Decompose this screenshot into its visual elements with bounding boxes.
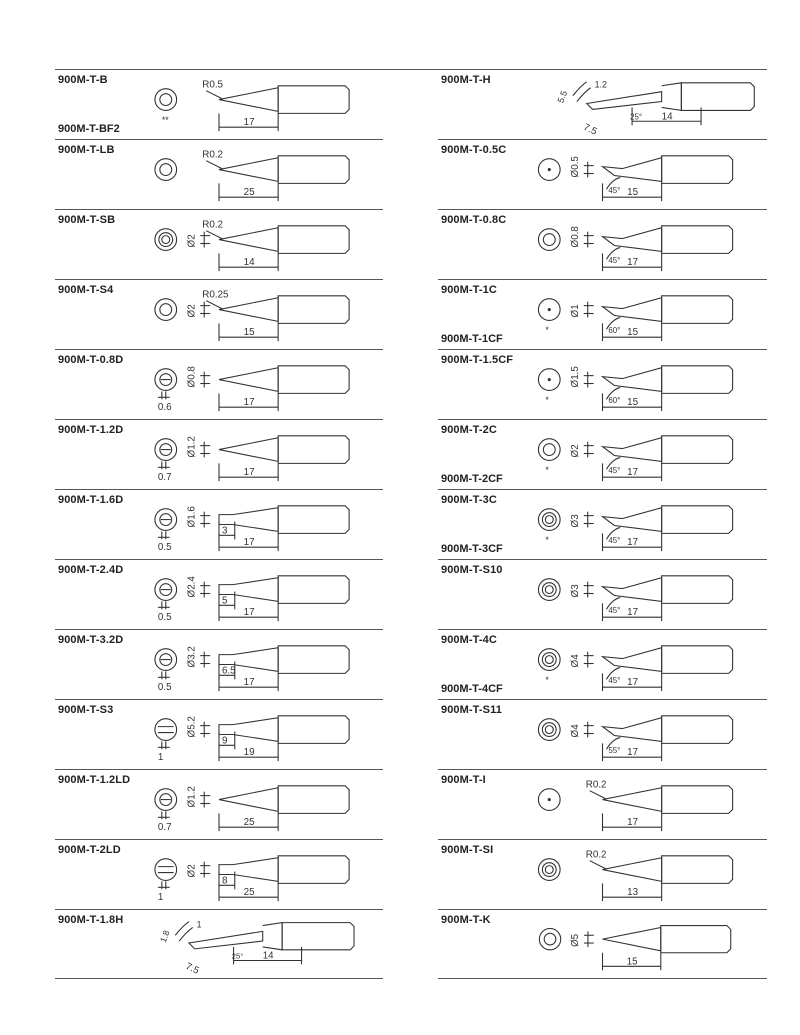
tip-neck <box>263 923 282 950</box>
diameter-value: Ø3 <box>569 584 581 598</box>
tip-drawing <box>438 140 767 209</box>
end-view <box>155 299 177 321</box>
tip-model-code: 900M-T-S10 <box>441 564 503 576</box>
length-value: 14 <box>262 950 274 962</box>
diameter-value: Ø5 <box>570 933 582 947</box>
tip-entry <box>55 419 383 489</box>
tip-drawing <box>55 490 383 559</box>
length-value: 14 <box>243 257 255 269</box>
end-view-mark: * <box>545 675 549 686</box>
tip-entry <box>55 139 383 209</box>
length-value: 17 <box>627 607 639 619</box>
diameter-value: Ø1.6 <box>186 506 198 528</box>
end-view-inner <box>542 513 556 527</box>
tip-drawing <box>438 770 767 839</box>
diameter-value: Ø2 <box>186 304 198 318</box>
tip-cone <box>603 927 661 950</box>
tip-bevel <box>603 648 662 672</box>
length-value: 17 <box>627 677 639 689</box>
end-view <box>155 859 177 881</box>
tip-entry <box>55 909 383 979</box>
radius-value: R0.25 <box>202 289 229 301</box>
radius-value: R0.2 <box>585 779 607 791</box>
tip-model-code: 900M-T-1.5CF <box>441 354 514 366</box>
tip-cone <box>219 438 278 462</box>
radius-value: R0.2 <box>202 149 224 161</box>
end-view-mark: * <box>545 325 549 336</box>
tip-entry <box>55 349 383 419</box>
tip-model-code: 900M-T-0.5C <box>441 144 507 156</box>
length-value: 15 <box>626 956 638 968</box>
length-value: 3 <box>221 525 228 537</box>
length-value: 17 <box>243 117 255 129</box>
tip-drawing <box>438 840 767 909</box>
tip-body <box>662 296 733 324</box>
tip-body <box>662 646 733 674</box>
tip-model-code: 900M-T-S3 <box>58 704 114 716</box>
length-value: 17 <box>243 467 255 479</box>
end-view-mark: * <box>545 465 549 476</box>
tip-drawing <box>55 210 383 279</box>
tip-bevel <box>603 368 662 392</box>
diameter-value: Ø1 <box>569 304 581 318</box>
end-view-mark: * <box>545 535 549 546</box>
tip-body <box>278 786 349 814</box>
length-value: 17 <box>627 817 639 829</box>
end-view <box>155 159 177 181</box>
tip-drawing <box>438 350 767 419</box>
end-view <box>538 229 560 251</box>
tip-bevel <box>603 438 662 462</box>
diameter-value: Ø0.8 <box>569 226 581 248</box>
diameter-value: Ø1.5 <box>569 366 581 388</box>
thickness-value: 0.6 <box>157 402 172 414</box>
end-view-core <box>545 516 553 524</box>
tip-body <box>662 716 733 744</box>
length-value: 15 <box>627 397 639 409</box>
tip-drawing <box>55 910 383 978</box>
end-view-inner <box>542 583 556 597</box>
end-view-core <box>545 586 553 594</box>
length-value: 5 <box>221 595 228 607</box>
end-view-inner <box>160 164 172 176</box>
radius-value: R0.2 <box>585 849 607 861</box>
tip-body <box>282 923 354 950</box>
thickness-value: 1 <box>157 892 164 904</box>
end-view-inner <box>542 863 556 877</box>
diameter-value: Ø0.8 <box>186 366 198 388</box>
tip-model-code: 900M-T-I <box>441 774 486 786</box>
tip-model-code: 900M-T-H <box>441 74 491 86</box>
tip-body <box>661 926 731 953</box>
end-view-inner <box>543 444 555 456</box>
tip-neck <box>662 83 682 111</box>
tip-drawing <box>438 630 767 699</box>
thickness-value: 0.7 <box>157 822 172 834</box>
tip-drawing <box>438 420 767 489</box>
end-view <box>538 509 560 531</box>
tip-bevel <box>603 578 662 602</box>
bent-length-value: 7.5 <box>183 961 201 977</box>
radius-leader <box>206 91 222 99</box>
end-view-inner <box>542 653 556 667</box>
tip-drawing <box>55 840 383 909</box>
thickness-value: 0.7 <box>157 472 172 484</box>
tip-entry <box>55 279 383 349</box>
tip-entry <box>438 349 767 419</box>
tip-entry <box>438 909 767 979</box>
tip-model-code: 900M-T-4C <box>441 634 497 646</box>
length-value: 19 <box>243 747 255 759</box>
tip-alt-model-code: 900M-T-1CF <box>441 333 503 345</box>
length-value: 9 <box>221 735 228 747</box>
bend-angle-value: 25° <box>231 951 244 961</box>
end-view <box>538 719 560 741</box>
tip-entry <box>438 629 767 699</box>
bevel-angle-value: 60° <box>608 326 621 336</box>
bevel-angle-value: 45° <box>608 186 621 196</box>
tip-body <box>278 226 349 254</box>
tip-drawing <box>438 560 767 629</box>
end-view-inner <box>542 723 556 737</box>
diameter-value: Ø2 <box>569 444 581 458</box>
bevel-angle-value: 55° <box>608 746 621 756</box>
tip-bevel <box>603 718 662 742</box>
diameter-value: Ø2.4 <box>186 576 198 598</box>
diameter-value: Ø4 <box>569 724 581 738</box>
tip-entry <box>55 699 383 769</box>
tip-entry <box>55 489 383 559</box>
tip-cone <box>219 88 278 112</box>
tip-body <box>278 576 349 604</box>
tip-body <box>278 646 349 674</box>
end-view-dot <box>548 168 551 171</box>
radius-leader <box>206 301 222 309</box>
radius-leader <box>590 861 606 869</box>
tip-drawing <box>55 280 383 349</box>
tip-chisel <box>219 718 278 742</box>
radius-value: R0.5 <box>202 79 224 91</box>
diameter-value: Ø1.2 <box>186 436 198 458</box>
tip-entry <box>438 489 767 559</box>
length-value: 17 <box>627 257 639 269</box>
end-view-dot <box>548 798 551 801</box>
tip-body <box>278 436 349 464</box>
diameter-value: Ø0.5 <box>569 156 581 178</box>
tip-drawing <box>55 630 383 699</box>
tip-entry <box>55 209 383 279</box>
radius-value: R0.2 <box>202 219 224 231</box>
tip-model-code: 900M-T-2LD <box>58 844 121 856</box>
end-view <box>155 89 177 111</box>
bent-tip-value: 1.2 <box>594 79 607 90</box>
end-view <box>538 649 560 671</box>
length-value: 15 <box>627 327 639 339</box>
tip-entry <box>438 209 767 279</box>
diameter-value: Ø1.2 <box>186 786 198 808</box>
tip-drawing <box>55 700 383 769</box>
length-value: 25 <box>243 187 255 199</box>
end-view-mark: * <box>545 395 549 406</box>
diameter-value: Ø3 <box>569 514 581 528</box>
diameter-value: Ø5.2 <box>186 716 198 738</box>
tip-drawing <box>438 700 767 769</box>
tip-chisel <box>219 578 278 602</box>
left-column <box>55 69 383 979</box>
length-value: 17 <box>627 467 639 479</box>
tip-model-code: 900M-T-2.4D <box>58 564 124 576</box>
tip-drawing <box>55 70 383 139</box>
tip-model-code: 900M-T-3.2D <box>58 634 124 646</box>
length-value: 17 <box>243 607 255 619</box>
end-view-inner <box>544 933 556 945</box>
bend-angle-value: 25° <box>630 112 643 122</box>
end-view-core <box>545 866 553 874</box>
tip-model-code: 900M-T-3C <box>441 494 497 506</box>
bevel-angle-value: 45° <box>608 256 621 266</box>
tip-entry <box>438 769 767 839</box>
tip-entry <box>438 699 767 769</box>
tip-model-code: 900M-T-1C <box>441 284 497 296</box>
tip-model-code: 900M-T-K <box>441 914 491 926</box>
length-value: 17 <box>627 537 639 549</box>
bent-diameter-value: 5.5 <box>555 89 570 105</box>
bent-length-value: 7.5 <box>581 121 599 138</box>
tip-body <box>278 86 349 114</box>
tip-model-code: 900M-T-SB <box>58 214 116 226</box>
bevel-angle-value: 60° <box>608 396 621 406</box>
thickness-value: 0.5 <box>157 542 172 554</box>
tip-body <box>278 366 349 394</box>
tip-body <box>278 506 349 534</box>
length-value: 15 <box>627 187 639 199</box>
tip-taper <box>587 92 662 110</box>
tip-body <box>662 226 733 254</box>
end-view <box>539 928 560 949</box>
tip-body <box>662 436 733 464</box>
bevel-angle-value: 45° <box>608 536 621 546</box>
length-value: 25 <box>243 817 255 829</box>
end-view-core <box>545 656 553 664</box>
length-value: 17 <box>627 747 639 759</box>
tip-cone <box>219 298 278 322</box>
tip-cone <box>219 788 278 812</box>
tip-model-code: 900M-T-1.2D <box>58 424 124 436</box>
tip-model-code: 900M-T-0.8C <box>441 214 507 226</box>
length-value: 17 <box>243 397 255 409</box>
tip-body <box>278 716 349 744</box>
tip-drawing <box>55 420 383 489</box>
end-view <box>155 229 177 251</box>
tip-body <box>662 506 733 534</box>
bent-tip-outline <box>573 82 591 102</box>
tip-bevel <box>603 508 662 532</box>
tip-body <box>278 296 349 324</box>
tip-model-code: 900M-T-1.6D <box>58 494 124 506</box>
tip-entry <box>438 69 767 139</box>
tip-drawing <box>55 560 383 629</box>
tip-body <box>681 83 754 111</box>
length-value: 13 <box>627 887 639 899</box>
tip-body <box>662 366 733 394</box>
tip-cone <box>219 368 278 392</box>
length-value: 6.5 <box>221 665 236 677</box>
tip-model-code: 900M-T-1.2LD <box>58 774 131 786</box>
tip-body <box>662 856 733 884</box>
tip-model-code: 900M-T-S4 <box>58 284 114 296</box>
radius-leader <box>206 231 222 239</box>
tip-chisel <box>219 858 278 882</box>
end-view-dot <box>548 378 551 381</box>
length-value: 17 <box>243 537 255 549</box>
tip-drawing <box>55 770 383 839</box>
length-value: 25 <box>243 887 255 899</box>
diameter-value: Ø4 <box>569 654 581 668</box>
tip-bevel <box>603 298 662 322</box>
tip-model-code: 900M-T-B <box>58 74 108 86</box>
tip-cone <box>219 158 278 182</box>
diameter-value: Ø2 <box>186 864 198 878</box>
tip-body <box>278 856 349 884</box>
tip-alt-model-code: 900M-T-2CF <box>441 473 503 485</box>
tip-chisel <box>219 508 278 532</box>
tip-model-code: 900M-T-1.8H <box>58 914 124 926</box>
tip-drawing <box>438 70 767 139</box>
end-view <box>538 859 560 881</box>
bevel-angle-value: 45° <box>608 606 621 616</box>
tip-entry <box>438 839 767 909</box>
tip-entry <box>55 69 383 139</box>
tip-entry <box>55 559 383 629</box>
tip-drawing <box>438 280 767 349</box>
tip-bevel <box>603 158 662 182</box>
tip-drawing <box>438 490 767 559</box>
end-view-mark: ** <box>161 115 169 126</box>
tip-model-code: 900M-T-LB <box>58 144 115 156</box>
end-view-inner <box>159 233 173 247</box>
tip-taper <box>189 931 263 948</box>
tip-entry <box>55 629 383 699</box>
tip-alt-model-code: 900M-T-4CF <box>441 683 503 695</box>
bevel-angle-value: 45° <box>608 466 621 476</box>
thickness-value: 0.5 <box>157 612 172 624</box>
end-view-dot <box>548 308 551 311</box>
length-value: 17 <box>243 677 255 689</box>
tip-model-code: 900M-T-SI <box>441 844 494 856</box>
bent-tip-value: 1 <box>196 919 202 930</box>
length-value: 14 <box>661 111 673 123</box>
tip-entry <box>438 139 767 209</box>
end-view-inner <box>543 234 555 246</box>
length-value: 8 <box>221 875 228 887</box>
tip-entry <box>55 769 383 839</box>
length-value: 15 <box>243 327 255 339</box>
thickness-value: 1 <box>157 752 164 764</box>
end-view-core <box>162 236 170 244</box>
tip-body <box>662 786 733 814</box>
thickness-value: 0.5 <box>157 682 172 694</box>
tip-drawing <box>55 140 383 209</box>
end-view <box>155 719 177 741</box>
tip-entry <box>438 279 767 349</box>
tip-drawing <box>438 910 767 978</box>
end-view-core <box>545 726 553 734</box>
tip-cone <box>603 858 662 882</box>
end-view-inner <box>160 304 172 316</box>
tip-drawing <box>55 350 383 419</box>
tip-alt-model-code: 900M-T-BF2 <box>58 123 120 135</box>
end-view-inner <box>160 94 172 106</box>
tip-model-code: 900M-T-0.8D <box>58 354 124 366</box>
tip-cone <box>603 788 662 812</box>
bevel-angle-value: 45° <box>608 676 621 686</box>
tip-cone <box>219 228 278 252</box>
bent-diameter-value: 1.8 <box>158 928 172 944</box>
tip-entry <box>55 839 383 909</box>
tip-entry <box>438 419 767 489</box>
end-view <box>538 579 560 601</box>
radius-leader <box>206 161 222 169</box>
tip-body <box>662 576 733 604</box>
tip-model-code: 900M-T-S11 <box>441 704 502 716</box>
tip-entry <box>438 559 767 629</box>
radius-leader <box>590 791 606 799</box>
diameter-value: Ø2 <box>186 234 198 248</box>
end-view <box>538 439 560 461</box>
tip-model-code: 900M-T-2C <box>441 424 497 436</box>
right-column <box>438 69 767 979</box>
tip-body <box>278 156 349 184</box>
bent-tip-outline <box>175 922 192 941</box>
tip-alt-model-code: 900M-T-3CF <box>441 543 503 555</box>
diameter-value: Ø3.2 <box>186 646 198 668</box>
tip-bevel <box>603 228 662 252</box>
tip-body <box>662 156 733 184</box>
tip-drawing <box>438 210 767 279</box>
